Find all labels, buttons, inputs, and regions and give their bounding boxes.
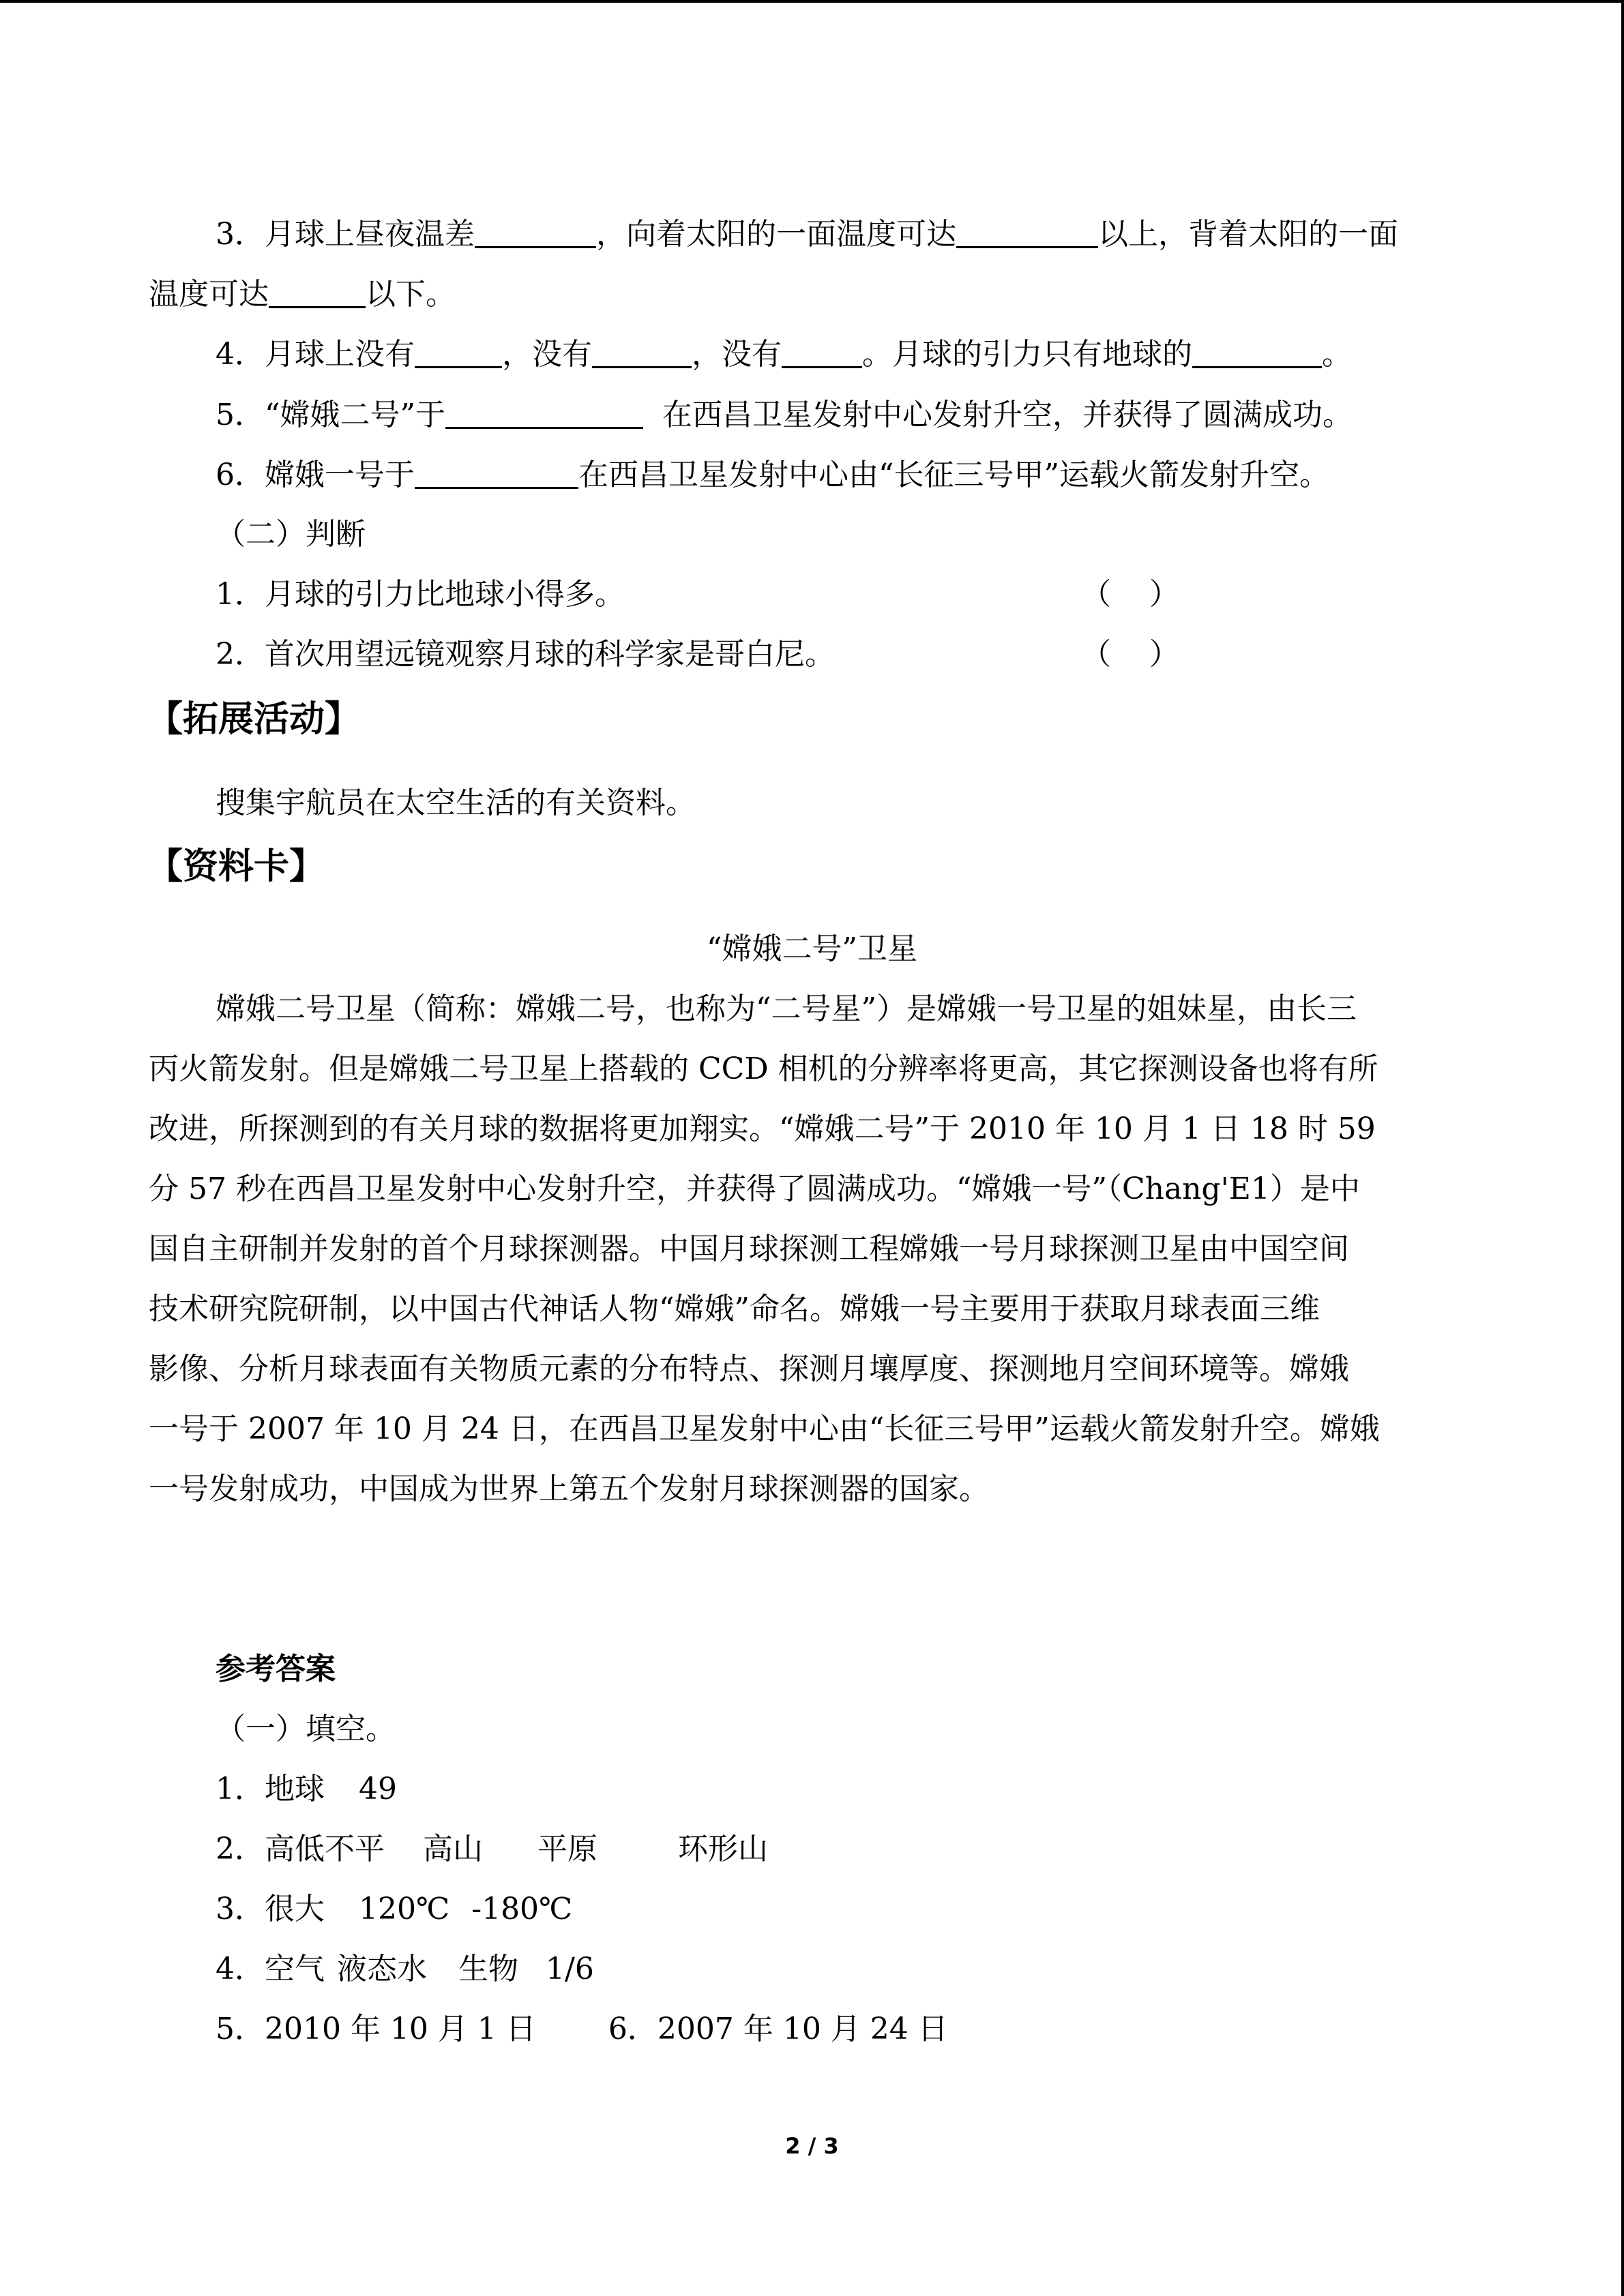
paren-open: （ — [1081, 637, 1111, 672]
question-5-text: 在西昌卫星发射中心发射升空，并获得了圆满成功。 — [662, 398, 1353, 432]
question-5-line — [216, 395, 1353, 436]
answer-text: 平原 — [537, 1832, 597, 1866]
answer-blank[interactable] — [445, 397, 643, 429]
answer-text: 1．地球 — [216, 1772, 325, 1806]
question-3-text: 以上，背着太阳的一面 — [1098, 217, 1398, 252]
answer-5-6 — [216, 2009, 948, 2050]
answer-blank[interactable] — [415, 336, 502, 368]
page-top-border — [0, 0, 1624, 3]
question-3-text: 以下。 — [366, 277, 456, 312]
info-card-line: 国自主研制并发射的首个月球探测器。中国月球探测工程嫦娥一号月球探测卫星由中国空间 — [149, 1232, 1349, 1266]
answer-text: -180℃ — [471, 1892, 573, 1926]
answer-text: 生物 — [458, 1952, 518, 1986]
judge-question-1: 1．月球的引力比地球小得多。 — [216, 577, 625, 612]
answer-text: 液态水 — [337, 1952, 427, 1986]
answer-text: 2．高低不平 — [216, 1832, 385, 1866]
info-card-line: 改进，所探测到的有关月球的数据将更加翔实。“嫦娥二号”于 2010 年 10 月 1 日 18 时 59 — [149, 1112, 1376, 1146]
question-4-text: 4．月球上没有 — [216, 337, 415, 372]
question-4-text: 。 — [1322, 337, 1352, 372]
info-card-line: 一号于 2007 年 10 月 24 日，在西昌卫星发射中心由“长征三号甲”运载火箭发射升空。嫦娥 — [149, 1412, 1380, 1446]
question-3-line-2 — [149, 274, 456, 315]
answers-subheading: （一）填空。 — [216, 1712, 396, 1746]
answer-blank[interactable] — [415, 457, 578, 489]
question-4-line — [216, 334, 1352, 375]
judge-question-2: 2．首次用望远镜观察月球的科学家是哥白尼。 — [216, 637, 835, 672]
info-card-line: 技术研究院研制，以中国古代神话人物“嫦娥”命名。嫦娥一号主要用于获取月球表面三维 — [149, 1292, 1320, 1326]
info-card-line: 嫦娥二号卫星（简称：嫦娥二号，也称为“二号星”）是嫦娥一号卫星的姐妹星，由长三 — [216, 992, 1357, 1026]
question-6-text: 在西昌卫星发射中心由“长征三号甲”运载火箭发射升空。 — [578, 458, 1329, 492]
page-right-border — [1621, 0, 1624, 2296]
question-4-text: 。月球的引力只有地球的 — [862, 337, 1192, 372]
judge-answer-box-1[interactable] — [1081, 574, 1179, 615]
info-card-line: 影像、分析月球表面有关物质元素的分布特点、探测月壤厚度、探测地月空间环境等。嫦娥 — [149, 1352, 1349, 1386]
answer-1 — [216, 1769, 397, 1810]
judge-section-title: （二）判断 — [216, 517, 366, 552]
answer-blank[interactable] — [475, 216, 596, 248]
extension-text: 搜集宇航员在太空生活的有关资料。 — [216, 786, 696, 820]
answer-text: 3．很大 — [216, 1892, 325, 1926]
info-card-title: “嫦娥二号”卫星 — [707, 931, 917, 966]
answer-blank[interactable] — [269, 276, 366, 308]
answer-text: 高山 — [423, 1832, 483, 1866]
answer-text: 49 — [359, 1772, 397, 1806]
question-6-line — [216, 455, 1329, 496]
answer-text: 环形山 — [678, 1832, 768, 1866]
answer-blank[interactable] — [592, 336, 692, 368]
page-number: 2 / 3 — [785, 2133, 839, 2159]
paren-close: ） — [1149, 577, 1179, 612]
answer-blank[interactable] — [956, 216, 1098, 248]
question-6-text: 6．嫦娥一号于 — [216, 458, 415, 492]
question-4-text: ，没有 — [692, 337, 782, 372]
question-4-text: ，没有 — [502, 337, 592, 372]
answer-blank[interactable] — [782, 336, 862, 368]
answer-text: 5．2010 年 10 月 1 日 — [216, 2012, 536, 2046]
question-3-text: 3．月球上昼夜温差 — [216, 217, 475, 252]
question-3-line-1 — [216, 214, 1398, 255]
paren-open: （ — [1081, 577, 1111, 612]
paren-close: ） — [1149, 637, 1179, 672]
info-card-heading: 【资料卡】 — [147, 846, 325, 887]
extension-heading: 【拓展活动】 — [147, 699, 361, 740]
judge-answer-box-2[interactable] — [1081, 634, 1179, 675]
info-card-line: 一号发射成功，中国成为世界上第五个发射月球探测器的国家。 — [149, 1472, 989, 1506]
answer-text: 1/6 — [546, 1952, 594, 1986]
answer-text: 120℃ — [359, 1892, 450, 1926]
answers-heading: 参考答案 — [216, 1652, 336, 1686]
answer-blank[interactable] — [1192, 336, 1322, 368]
answer-text: 4．空气 — [216, 1952, 325, 1986]
answer-2 — [216, 1829, 768, 1870]
answer-text: 6．2007 年 10 月 24 日 — [608, 2012, 948, 2046]
info-card-line: 分 57 秒在西昌卫星发射中心发射升空，并获得了圆满成功。“嫦娥一号”（Chang'E1）是中 — [149, 1172, 1360, 1206]
answer-4 — [216, 1949, 594, 1990]
answer-3 — [216, 1889, 572, 1930]
info-card-line: 丙火箭发射。但是嫦娥二号卫星上搭载的 CCD 相机的分辨率将更高，其它探测设备也将有所 — [149, 1052, 1378, 1086]
question-5-text: 5．“嫦娥二号”于 — [216, 398, 445, 432]
question-3-text: ，向着太阳的一面温度可达 — [596, 217, 956, 252]
question-3-text: 温度可达 — [149, 277, 269, 312]
